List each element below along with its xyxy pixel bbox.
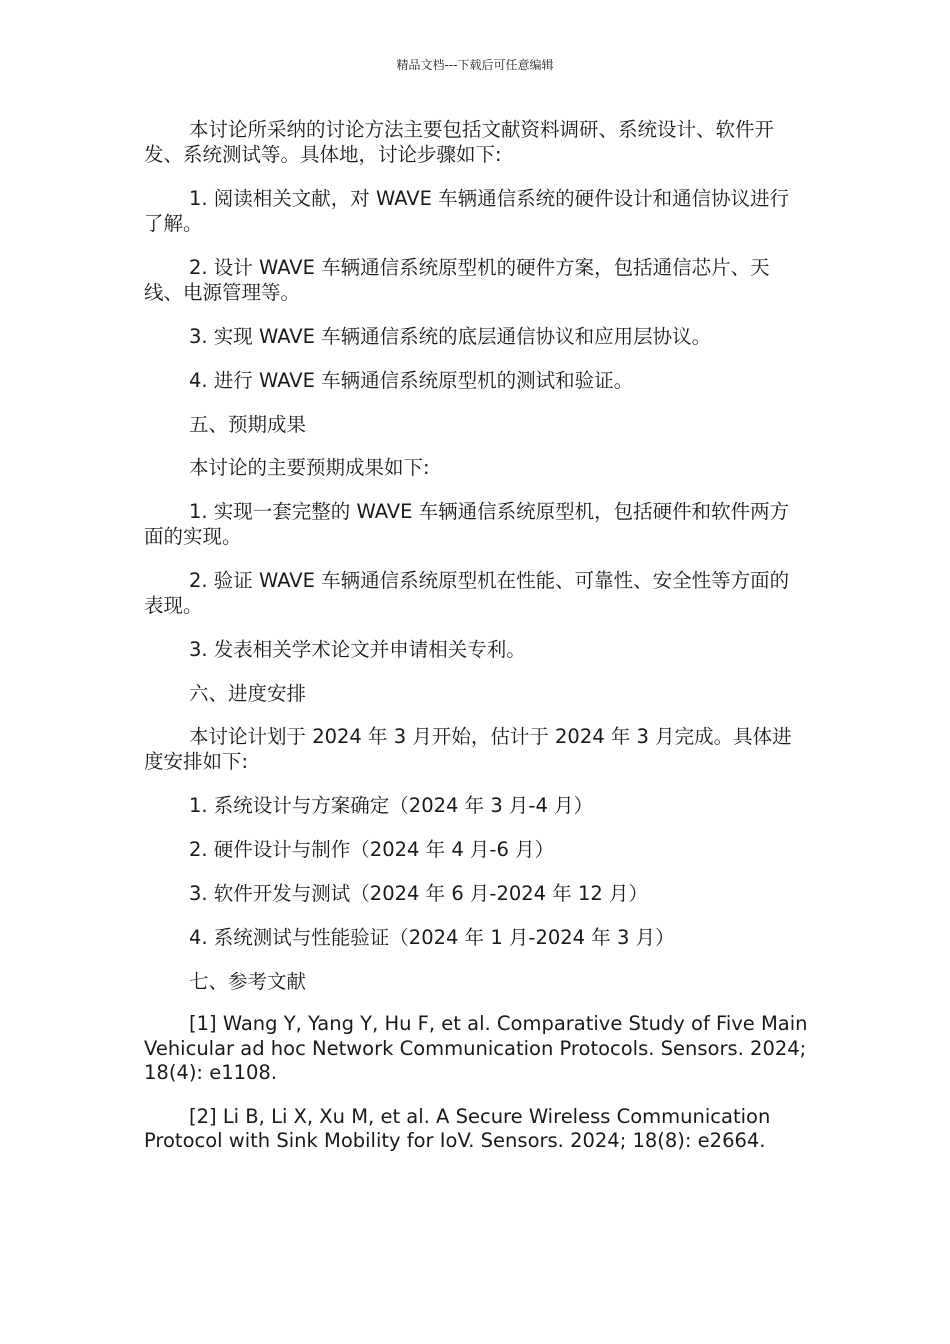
schedule-item-2: 2. 硬件设计与制作（2024 年 4 月-6 月） xyxy=(189,838,555,861)
reference-2: [2] Li B, Li X, Xu M, et al. A Secure Wireless Communication Protocol with Sink Mobility for IoV. Sensors. 2024; 18(8): e2664. xyxy=(144,1104,771,1152)
section-heading-expected-results: 五、预期成果 xyxy=(189,413,307,436)
step-4-paragraph: 4. 进行 WAVE 车辆通信系统原型机的测试和验证。 xyxy=(189,369,634,392)
step-1-paragraph: 1. 阅读相关文献，对 WAVE 车辆通信系统的硬件设计和通信协议进行了解。 xyxy=(144,187,790,235)
page-header: 精品文档---下载后可任意编辑 xyxy=(396,58,554,72)
expected-result-3: 3. 发表相关学术论文并申请相关专利。 xyxy=(189,638,526,661)
expected-result-1: 1. 实现一套完整的 WAVE 车辆通信系统原型机，包括硬件和软件两方面的实现。 xyxy=(144,500,790,548)
document-body xyxy=(144,117,808,1173)
section-heading-schedule: 六、进度安排 xyxy=(189,682,307,705)
schedule-intro: 本讨论计划于 2024 年 3 月开始，估计于 2024 年 3 月完成。具体进度安排如下: xyxy=(144,725,792,773)
schedule-item-1: 1. 系统设计与方案确定（2024 年 3 月-4 月） xyxy=(189,794,594,817)
reference-1: [1] Wang Y, Yang Y, Hu F, et al. Comparative Study of Five Main Vehicular ad hoc Network Communication Protocols. Sensors. 2024; 18(4): e1108. xyxy=(144,1012,808,1084)
step-3-paragraph: 3. 实现 WAVE 车辆通信系统的底层通信协议和应用层协议。 xyxy=(189,325,712,348)
section-heading-references: 七、参考文献 xyxy=(189,970,307,993)
expected-results-intro: 本讨论的主要预期成果如下: xyxy=(189,456,430,479)
expected-result-2: 2. 验证 WAVE 车辆通信系统原型机在性能、可靠性、安全性等方面的表现。 xyxy=(144,569,790,617)
schedule-item-4: 4. 系统测试与性能验证（2024 年 1 月-2024 年 3 月） xyxy=(189,926,675,949)
step-2-paragraph: 2. 设计 WAVE 车辆通信系统原型机的硬件方案，包括通信芯片、天线、电源管理等。 xyxy=(144,256,770,304)
methods-intro-paragraph: 本讨论所采纳的讨论方法主要包括文献资料调研、系统设计、软件开发、系统测试等。具体地，讨论步骤如下: xyxy=(144,118,775,166)
schedule-item-3: 3. 软件开发与测试（2024 年 6 月-2024 年 12 月） xyxy=(189,882,649,905)
